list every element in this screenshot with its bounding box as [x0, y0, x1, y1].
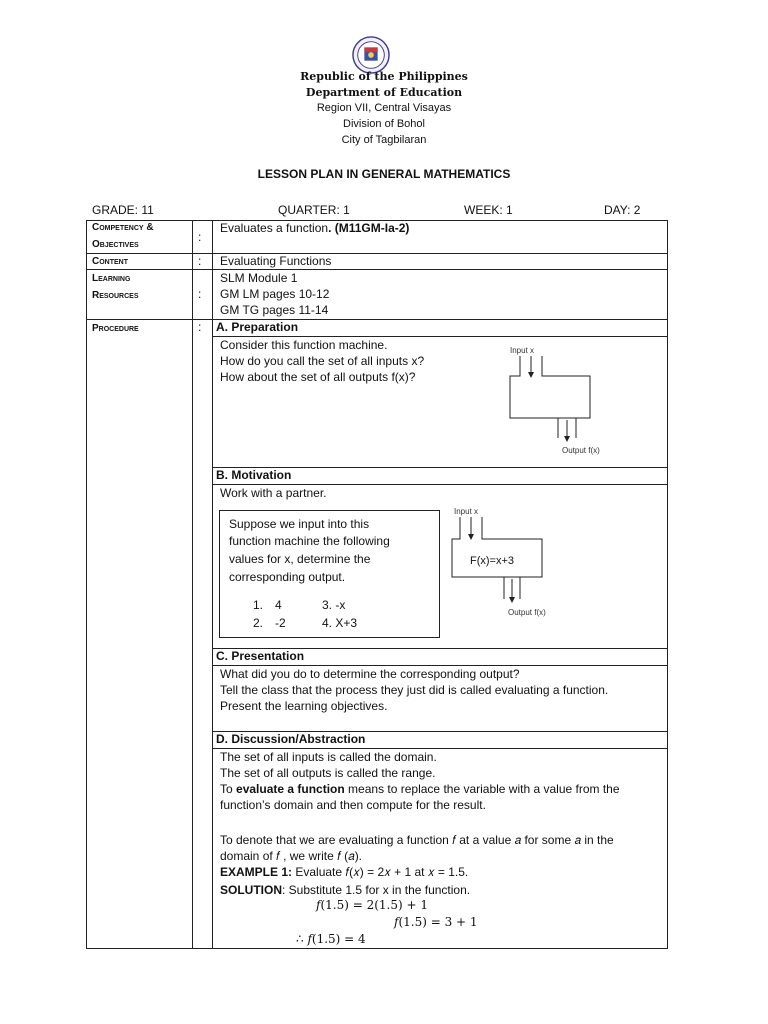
- grade-label: GRADE: 11: [92, 203, 154, 217]
- divider: [86, 253, 668, 254]
- competency-label: Competency & Objectives: [92, 222, 154, 250]
- solution-line: SOLUTION: Substitute 1.5 for x in the function.: [220, 883, 471, 897]
- list-number: 1.: [253, 598, 264, 612]
- presentation-line: What did you do to determine the corresponding output?: [220, 667, 520, 681]
- divider: [86, 319, 668, 320]
- equation: 𝑓(1.5) = 2(1.5) + 1: [316, 898, 428, 912]
- colon: :: [198, 230, 202, 244]
- procedure-label: Procedure: [92, 323, 139, 334]
- list-item: 4: [275, 598, 282, 612]
- presentation-line: Present the learning objectives.: [220, 699, 388, 713]
- input-label: Input x: [454, 507, 479, 516]
- resource-item: GM TG pages 11-14: [220, 303, 329, 317]
- motivation-box-line: values for x, determine the: [229, 552, 371, 566]
- resources-label: Learning Resources: [92, 273, 139, 301]
- department-line: Department of Education: [305, 86, 463, 99]
- divider: [212, 220, 213, 949]
- function-label: F(x)=x+3: [470, 555, 515, 567]
- resource-item: GM LM pages 10-12: [220, 287, 330, 301]
- discussion-line: domain of 𝑓 , we write 𝑓 (𝑎).: [220, 849, 363, 863]
- motivation-box-line: Suppose we input into this: [229, 517, 370, 531]
- divider: [192, 220, 193, 949]
- presentation-heading: C. Presentation: [216, 649, 305, 663]
- example-line: EXAMPLE 1: Evaluate 𝑓(𝑥) = 2𝑥 + 1 at 𝑥 = 1.5.: [220, 865, 469, 879]
- content-label: Content: [92, 256, 128, 267]
- preparation-line: How about the set of all outputs f(x)?: [220, 370, 416, 384]
- output-label: Output f(x): [508, 608, 546, 617]
- output-label: Output f(x): [562, 446, 600, 455]
- region-line: Region VII, Central Visayas: [316, 102, 452, 114]
- motivation-intro: Work with a partner.: [220, 486, 327, 500]
- discussion-line: To denote that we are evaluating a function 𝑓 at a value 𝑎 for some 𝑎 in the: [220, 833, 614, 847]
- competency-text: Evaluates a function. (M11GM-Ia-2): [220, 221, 410, 235]
- quarter-label: QUARTER: 1: [278, 203, 350, 217]
- page-title: LESSON PLAN IN GENERAL MATHEMATICS: [257, 167, 511, 181]
- preparation-heading: A. Preparation: [216, 320, 299, 334]
- city-line: City of Tagbilaran: [341, 134, 427, 146]
- deped-seal-icon: [352, 36, 390, 74]
- function-machine-diagram: [500, 342, 620, 458]
- input-label: Input x: [510, 346, 535, 355]
- presentation-line: Tell the class that the process they just did is called evaluating a function.: [220, 683, 609, 697]
- preparation-line: How do you call the set of all inputs x?: [220, 354, 425, 368]
- content-text: Evaluating Functions: [220, 254, 332, 268]
- function-machine-diagram: [448, 503, 558, 619]
- preparation-line: Consider this function machine.: [220, 338, 388, 352]
- resource-item: SLM Module 1: [220, 271, 298, 285]
- discussion-heading: D. Discussion/Abstraction: [216, 732, 366, 746]
- colon: :: [198, 320, 202, 334]
- equation: 𝑓(1.5) = 3 + 1: [394, 915, 478, 929]
- equation: ∴ 𝑓(1.5) = 4: [296, 932, 366, 946]
- divider: [86, 269, 668, 270]
- discussion-line: The set of all inputs is called the domain.: [220, 750, 437, 764]
- list-item: -2: [275, 616, 286, 630]
- week-label: WEEK: 1: [464, 203, 513, 217]
- motivation-heading: B. Motivation: [216, 468, 292, 482]
- motivation-box-line: corresponding output.: [229, 570, 346, 584]
- list-item: 3. -x: [322, 598, 346, 612]
- republic-line: Republic of the Philippines: [300, 70, 468, 83]
- discussion-line: The set of all outputs is called the range.: [220, 766, 436, 780]
- discussion-line: function’s domain and then compute for the result.: [220, 798, 486, 812]
- colon: :: [198, 254, 202, 268]
- division-line: Division of Bohol: [343, 118, 425, 130]
- list-number: 2.: [253, 616, 264, 630]
- motivation-box-line: function machine the following: [229, 534, 390, 548]
- day-label: DAY: 2: [604, 203, 641, 217]
- discussion-line: To evaluate a function means to replace the variable with a value from the: [220, 782, 620, 796]
- colon: :: [198, 287, 202, 301]
- list-item: 4. X+3: [322, 616, 358, 630]
